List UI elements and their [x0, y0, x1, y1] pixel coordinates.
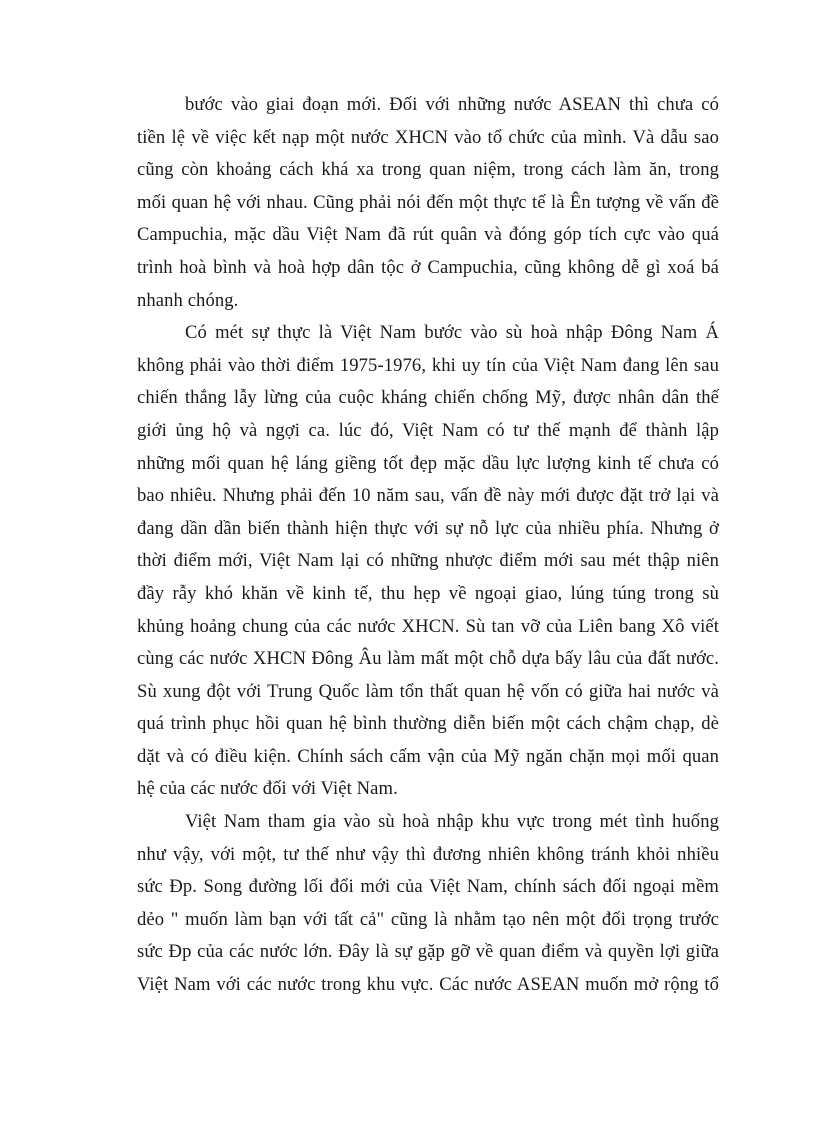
text-line: trình hoà bình và hoà hợp dân tộc ở Campuchia, cũng không dễ gì xoá bá — [137, 256, 719, 278]
text-line: như vậy, với một, tư thế như vậy thì đương nhiên không tránh khỏi nhiều — [137, 843, 719, 865]
text-line: đang dần dần biến thành hiện thực với sự nỗ lực của nhiều phía. Nhưng ở — [137, 517, 719, 539]
text-line: Việt Nam tham gia vào sù hoà nhập khu vực trong mét tình huống — [185, 811, 719, 833]
body-text — [137, 89, 719, 1002]
paragraph-2 — [137, 317, 719, 806]
paragraph-3 — [137, 806, 719, 1002]
text-line: hệ của các nước đối với Việt Nam. — [137, 778, 398, 800]
text-line: bước vào giai đoạn mới. Đối với những nước ASEAN thì chưa có — [185, 94, 719, 115]
text-line: bao nhiêu. Nhưng phải đến 10 năm sau, vấn đề này mới được đặt trở lại và — [137, 485, 719, 507]
text-line: khủng hoảng chung của các nước XHCN. Sù tan vỡ của Liên bang Xô viết — [137, 615, 719, 637]
text-line: đầy rẫy khó khăn về kinh tế, thu hẹp về ngoại giao, lúng túng trong sù — [137, 582, 719, 604]
text-line: Campuchia, mặc dầu Việt Nam đã rút quân và đóng góp tích cực vào quá — [137, 224, 719, 246]
text-line: sức Ðp. Song đường lối đổi mới của Việt Nam, chính sách đối ngoại mềm — [137, 876, 719, 898]
text-line: không phải vào thời điểm 1975-1976, khi uy tín của Việt Nam đang lên sau — [137, 354, 719, 376]
text-line: dặt và có điều kiện. Chính sách cấm vận của Mỹ ngăn chặn mọi mối quan — [137, 745, 719, 767]
text-line: thời điểm mới, Việt Nam lại có những nhược điểm mới sau mét thập niên — [137, 550, 719, 572]
text-line: mối quan hệ với nhau. Cũng phải nói đến một thực tế là Ên tượng về vấn đề — [137, 191, 719, 213]
text-line: cũng còn khoảng cách khá xa trong quan niệm, trong cách làm ăn, trong — [137, 159, 719, 181]
text-line: quá trình phục hồi quan hệ bình thường diễn biến một cách chậm chạp, dè — [137, 713, 719, 735]
text-line: cùng các nước XHCN Đông Âu làm mất một chỗ dựa bấy lâu của đất nước. — [137, 648, 719, 670]
text-line: tiền lệ về việc kết nạp một nước XHCN vào tổ chức của mình. Và dẫu sao — [137, 126, 719, 148]
text-line: dẻo " muốn làm bạn với tất cả" cũng là nhằm tạo nên một đối trọng trước — [137, 908, 719, 930]
paragraph-1 — [137, 89, 719, 317]
text-line: giới ủng hộ và ngợi ca. lúc đó, Việt Nam có tư thế mạnh để thành lập — [137, 419, 719, 441]
text-line: Việt Nam với các nước trong khu vực. Các nước ASEAN muốn mở rộng tổ — [137, 974, 719, 996]
text-line: Có mét sự thực là Việt Nam bước vào sù hoà nhập Đông Nam Á — [185, 322, 719, 344]
text-line: nhanh chóng. — [137, 289, 239, 311]
text-line: sức Ðp của các nước lớn. Đây là sự gặp gỡ về quan điểm và quyền lợi giữa — [137, 941, 719, 963]
text-line: chiến thắng lẫy lừng của cuộc kháng chiến chống Mỹ, được nhân dân thế — [137, 387, 719, 409]
text-line: những mối quan hệ láng giềng tốt đẹp mặc dầu lực lượng kinh tế chưa có — [137, 452, 719, 474]
text-line: Sù xung đột với Trung Quốc làm tổn thất quan hệ vốn có giữa hai nước và — [137, 680, 719, 702]
